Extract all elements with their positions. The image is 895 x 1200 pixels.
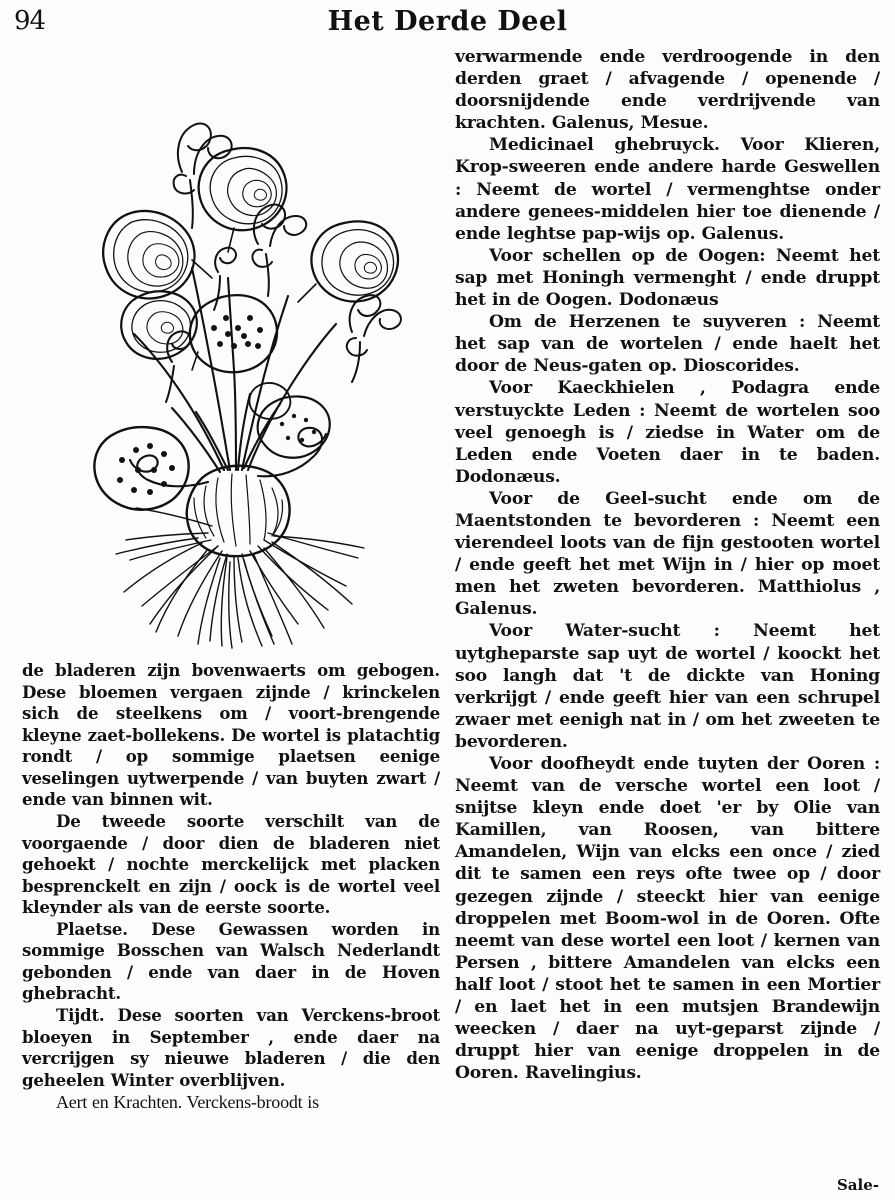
paragraph: Voor schellen op de Oogen: Neemt het sap met Honingh vermenght / ende druppt het in de Oogen. Dodonæus bbox=[455, 245, 880, 311]
paragraph-aert-en-krachten: Aert en Krachten. Verckens-broodt is bbox=[56, 1092, 319, 1113]
running-title: Het Derde Deel bbox=[327, 6, 568, 37]
paragraph: Plaetse. Dese Gewassen worden in sommige Bosschen van Walsch Nederlandt gebonden / ende van daer in de Hoven ghebracht. bbox=[22, 918, 440, 1004]
column-divider bbox=[447, 0, 449, 1200]
paragraph: Voor de Geel-sucht ende om de Maentstonden te bevorderen : Neemt een vierendeel loots van de fijn gestooten wortel / ende geeft het met Wijn in / hier op moet men het zweten bevorderen. Matthiolus , Galenus. bbox=[455, 488, 880, 620]
page-number: 94 bbox=[14, 6, 46, 36]
right-column-body bbox=[455, 46, 880, 1084]
right-column bbox=[455, 46, 880, 1186]
paragraph: Tijdt. Dese soorten van Verckens-broot bloeyen in September , ende daer na vercrijgen sy nieuwe bladeren / die den geheelen Winter overblijven. bbox=[22, 1005, 440, 1090]
paragraph: De tweede soorte verschilt van de voorgaende / door dien de bladeren niet gehoekt / nochte merckelijck met placken besprenckelt en zijn / oock is de wortel veel kleynder als van de eerste soorte. bbox=[22, 810, 440, 918]
paragraph: de bladeren zijn bovenwaerts om gebogen. Dese bloemen vergaen zijnde / krinckelen sich de steelkens om / voort-brengende kleyne zaet-bollekens. De wortel is platachtig rondt / op sommige plaetsen eenige veselingen uytwerpende / van buyten zwart / ende van binnen wit. bbox=[22, 660, 440, 810]
paragraph: Voor Kaeckhielen , Podagra ende verstuyckte Leden : Neemt de wortelen soo veel genoegh is / ziedse in Water om de Leden ende Voeten daer in te baden. Dodonæus. bbox=[455, 378, 880, 487]
paragraph: verwarmende ende verdroogende in den derden graet / afvagende / openende / doorsnijdende ende verdrijvende van krachten. Galenus, Mesue. bbox=[455, 47, 880, 134]
left-column-body bbox=[22, 660, 440, 1115]
paragraph: Voor Water-sucht : Neemt het uytgheparste sap uyt de wortel / koockt het soo langh dat 't de dickte van Honing verkrijgt / ende geeft hier van een schrupel zwaer met eenigh nat in / om het zweeten te bevorderen. bbox=[455, 621, 880, 752]
catchword: Sale- bbox=[836, 1176, 879, 1194]
paragraph: Om de Herzenen te suyveren : Neemt het sap van de wortelen / ende haelt het door de Neus-gaten op. Dioscorides. bbox=[455, 312, 880, 377]
paragraph: Medicinael ghebruyck. Voor Klieren, Krop-sweeren ende andere harde Geswellen : Neemt de wortel / vermenghtse onder andere genees-middelen hier toe dienende / ende leghtse pap-wijs op. Galenus. bbox=[455, 135, 880, 244]
paragraph: Voor doofheydt ende tuyten der Ooren : Neemt van de versche wortel een loot / snijtse kleyn ende doet 'er by Olie van Kamillen, van Roosen, van bittere Amandelen, Wijn van elcks een once / zied dit te samen een reys ofte twee op / door gezegen zijnde / steeckt hier van eenige droppelen met Boom-wol in de Ooren. Ofte neemt van dese wortel een loot / kernen van Persen , bittere Amandelen van elcks een half loot / stoot het te samen in een Mortier / en laet het in een mutsjen Brandewijn weecken / daer na uyt-geparst zijnde / druppt hier van eenige droppelen in de Ooren. Ravelingius. bbox=[455, 754, 880, 1084]
plant-woodcut-illustration bbox=[22, 46, 440, 656]
left-column bbox=[22, 46, 440, 1186]
